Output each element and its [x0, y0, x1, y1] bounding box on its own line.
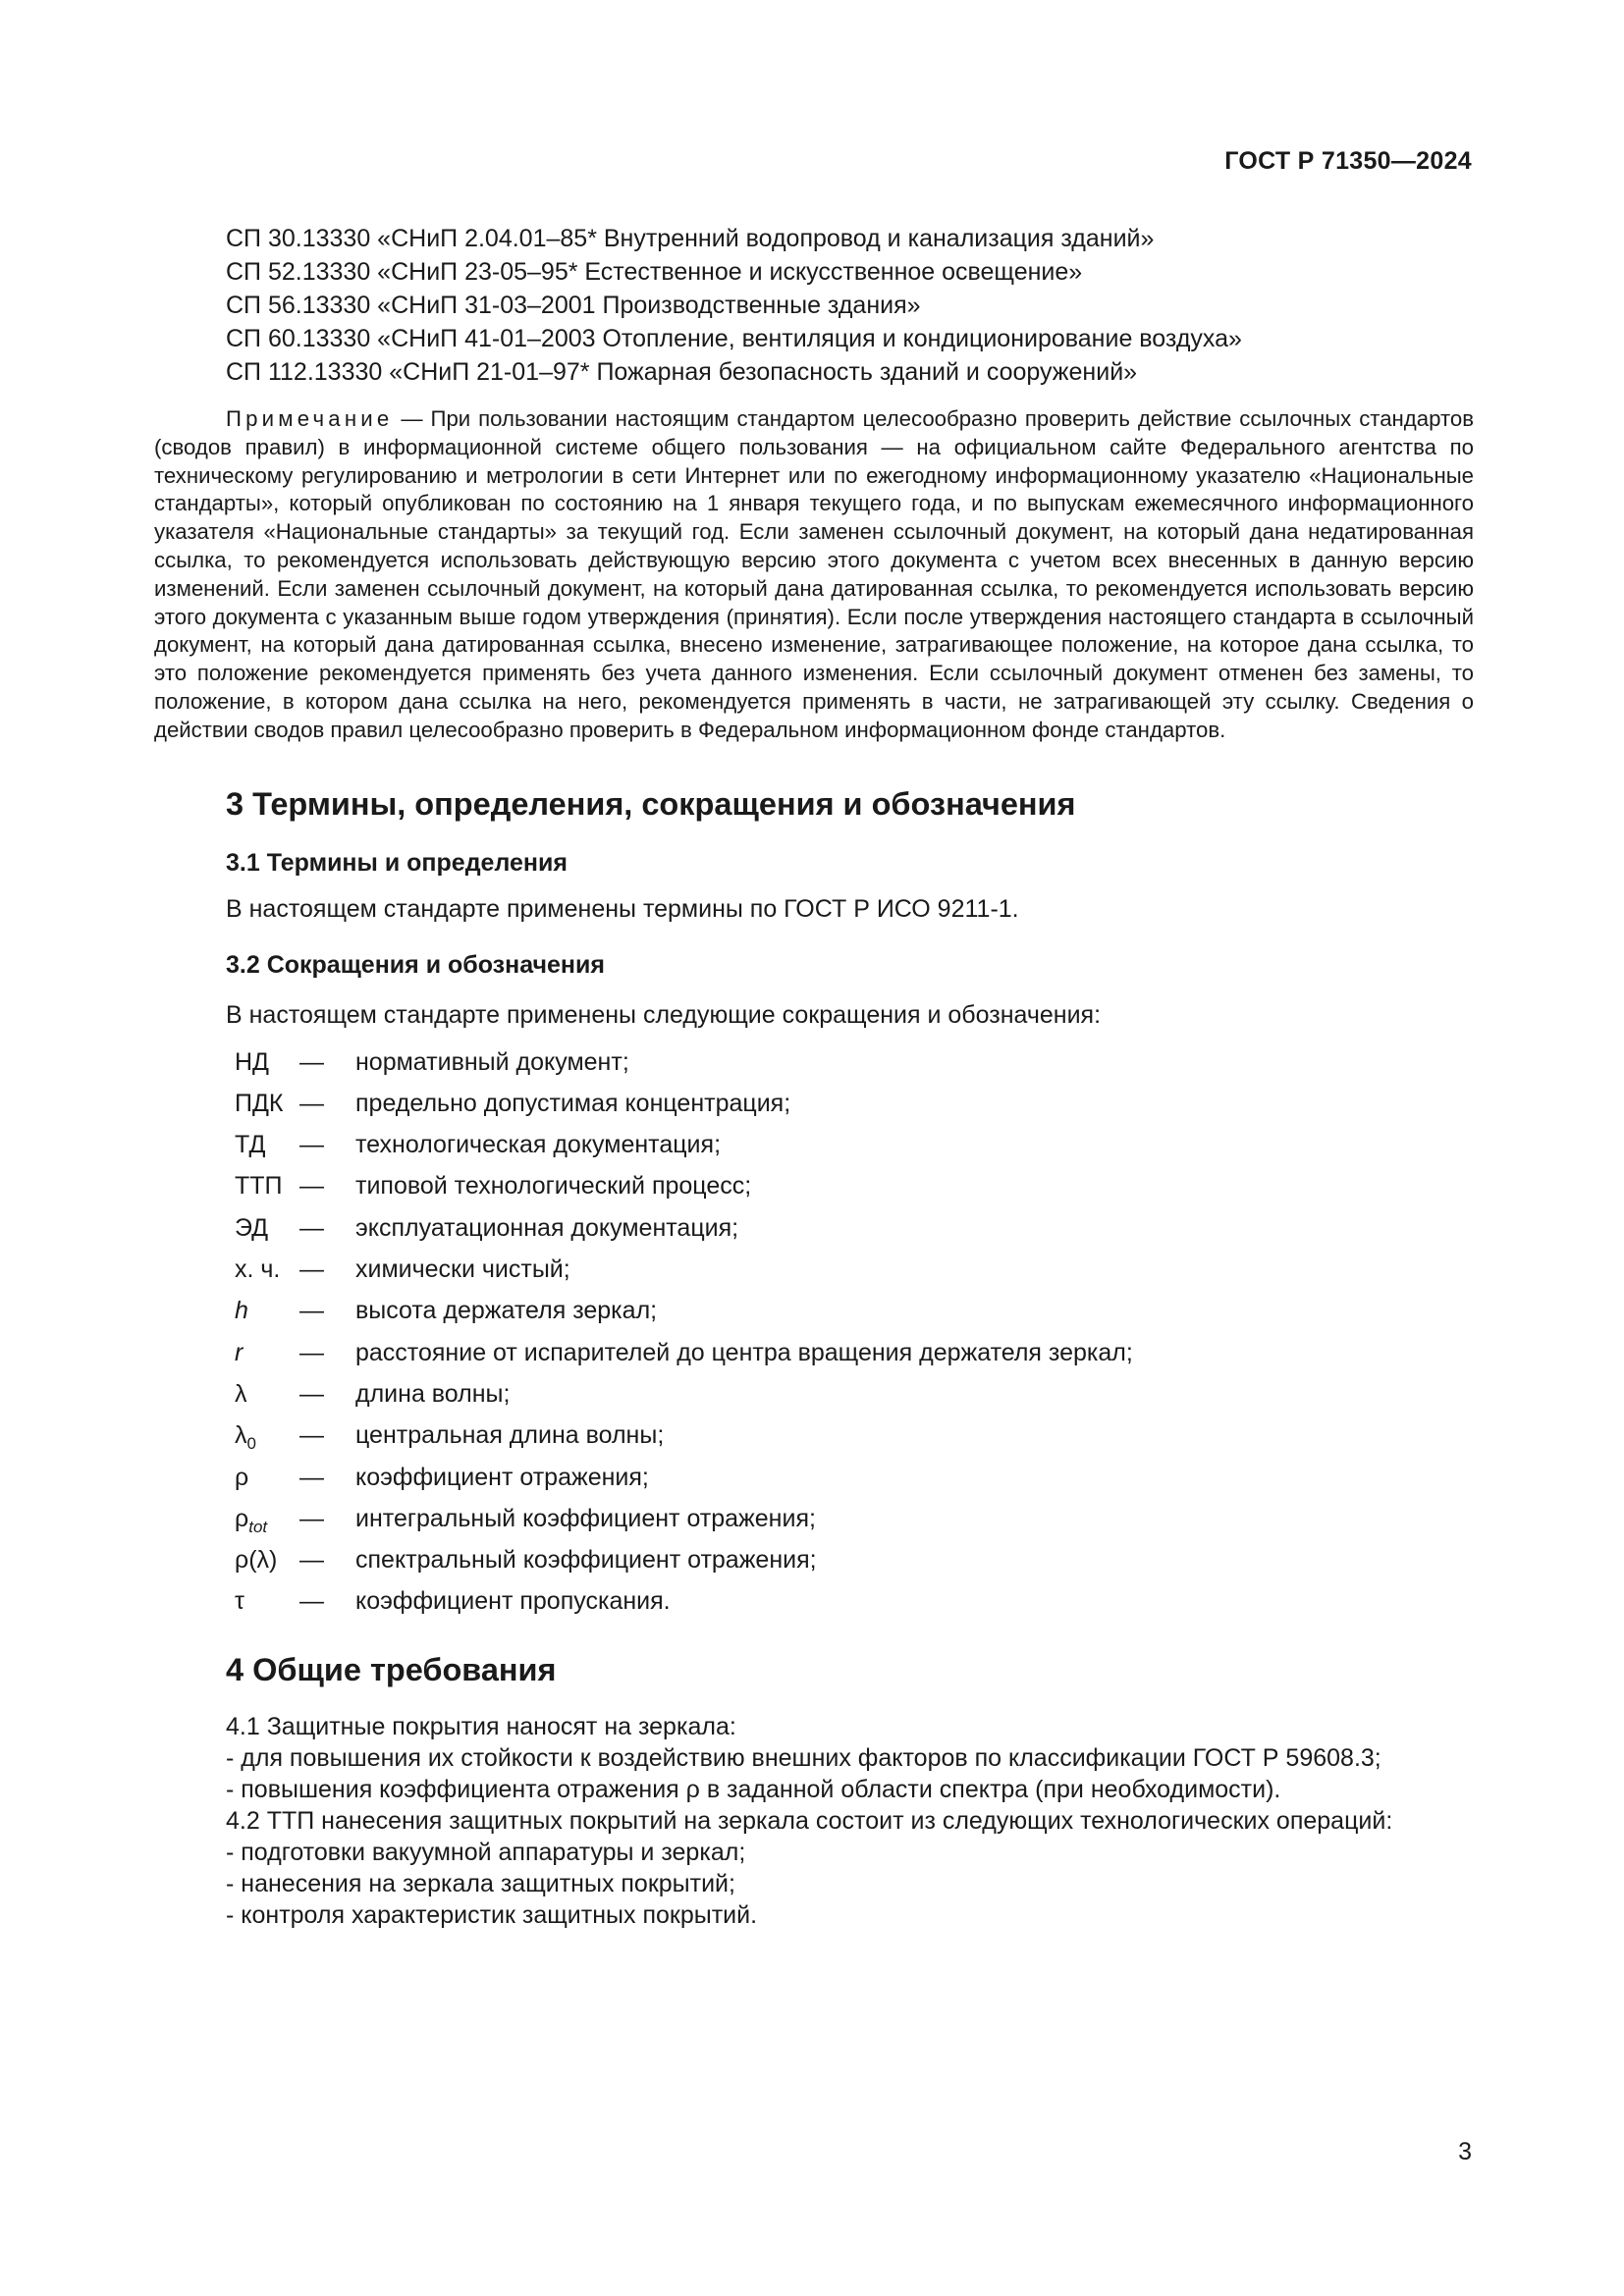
abbreviation-row [154, 1165, 1474, 1206]
symbol-subscript: tot [248, 1517, 268, 1536]
subsection-3-2-title: 3.2 Сокращения и обозначения [226, 950, 605, 979]
symbol-term: τ [235, 1587, 244, 1616]
abbreviation-row [154, 1124, 1474, 1165]
subsection-3-2-intro: В настоящем стандарте применены следующие сокращения и обозначения: [226, 1000, 1102, 1029]
abbreviation-dash: — [299, 1379, 324, 1408]
abbreviation-dash: — [299, 1172, 324, 1201]
abbreviation-definition: типовой технологический процесс; [355, 1172, 752, 1201]
reference-item: СП 56.13330 «СНиП 31-03–2001 Производственные здания» [226, 292, 921, 319]
reference-list [154, 222, 1474, 389]
reference-item: СП 52.13330 «СНиП 23-05–95* Естественное и искусственное освещение» [226, 258, 1083, 286]
abbreviation-row [154, 1290, 1474, 1331]
abbreviation-dash: — [299, 1213, 324, 1242]
subsection-3-1-text: В настоящем стандарте применены термины по ГОСТ Р ИСО 9211-1. [226, 894, 1019, 923]
abbreviation-dash: — [299, 1504, 324, 1532]
abbreviation-row [154, 1457, 1474, 1498]
abbreviation-dash: — [299, 1131, 324, 1159]
section-4-title: 4 Общие требования [226, 1651, 557, 1687]
page-content [154, 222, 1474, 1931]
abbreviation-row [154, 1207, 1474, 1249]
page-number: 3 [1458, 2138, 1472, 2165]
clause-4-2-item: - подготовки вакуумной аппаратуры и зеркал; [226, 1838, 746, 1866]
abbreviation-row [154, 1373, 1474, 1415]
abbreviation-term: ЭД [235, 1213, 269, 1242]
abbreviation-row [154, 1249, 1474, 1290]
section-3-title: 3 Термины, определения, сокращения и обозначения [226, 785, 1076, 822]
abbreviation-dash: — [299, 1421, 324, 1450]
clause-4-2-item: - нанесения на зеркала защитных покрытий; [226, 1869, 735, 1897]
abbreviation-definition: длина волны; [355, 1379, 511, 1408]
abbreviation-row [154, 1041, 1474, 1083]
abbreviation-definition: интегральный коэффициент отражения; [355, 1504, 816, 1532]
abbreviation-definition: коэффициент пропускания. [355, 1587, 671, 1616]
clause-4-1: 4.1 Защитные покрытия наносят на зеркала: [226, 1712, 736, 1740]
abbreviation-definition: нормативный документ; [355, 1047, 629, 1076]
abbreviation-dash: — [299, 1297, 324, 1325]
abbreviation-row [154, 1580, 1474, 1622]
abbreviation-dash: — [299, 1463, 324, 1491]
abbreviation-definition: технологическая документация; [355, 1131, 722, 1159]
abbreviation-definition: высота держателя зеркал; [355, 1297, 658, 1325]
abbreviation-term: ТД [235, 1131, 266, 1159]
abbreviation-row [154, 1415, 1474, 1456]
clause-4-2-item: - контроля характеристик защитных покрытий. [226, 1900, 758, 1929]
abbreviation-dash: — [299, 1255, 324, 1284]
abbreviation-term: НД [235, 1047, 269, 1076]
abbreviation-definition: спектральный коэффициент отражения; [355, 1546, 817, 1575]
abbreviation-dash: — [299, 1546, 324, 1575]
subsection-3-1-title: 3.1 Термины и определения [226, 848, 568, 877]
document-code: ГОСТ Р 71350—2024 [1224, 147, 1472, 175]
symbol-term: r [235, 1338, 244, 1366]
clause-4-1-item: - для повышения их стойкости к воздействию внешних факторов по классификации ГОСТ Р 59608.3; [226, 1743, 1381, 1772]
abbreviation-dash: — [299, 1089, 324, 1117]
abbreviation-definition: коэффициент отражения; [355, 1463, 649, 1491]
note-label: Примечание [226, 406, 394, 431]
note-text: — При пользовании настоящим стандартом целесообразно проверить действие ссылочных стандартов (сводов правил) в информационной системе общего пользования — на официальном сайте Федерального агентства по техническому регулированию и метрологии в сети Интернет или по ежегодному информационному указателю «Национальные стандарты», который опубликован по состоянию на 1 января текущего года, и по выпускам ежемесячного информационного указателя «Национальные стандарты» за текущий год. Если заменен ссылочный документ, на который дана недатированная ссылка, то рекомендуется использовать действующую версию этого документа с учетом всех внесенных в данную версию изменений. Если заменен ссылочный документ, на который дана датированная ссылка, то рекомендуется использовать версию этого документа с указанным выше годом утверждения (принятия). Если после утверждения настоящего стандарта в ссылочный документ, на который дана датированная ссылка, внесено изменение, затрагивающее положение, на которое дана ссылка, то это положение рекомендуется применять без учета данного изменения. Если ссылочный документ отменен без замены, то положение, в котором дана ссылка на него, рекомендуется применять в части, не затрагивающей эту ссылку. Сведения о действии сводов правил целесообразно проверить в Федеральном информационном фонде стандартов. [154, 406, 1474, 742]
abbreviation-definition: предельно допустимая концентрация; [355, 1089, 791, 1117]
abbreviation-list [154, 1041, 1474, 1623]
abbreviation-definition: эксплуатационная документация; [355, 1213, 739, 1242]
abbreviation-term: х. ч. [235, 1255, 281, 1284]
clause-4-1-item: - повышения коэффициента отражения ρ в заданной области спектра (при необходимости). [226, 1775, 1281, 1803]
symbol-subscript: 0 [246, 1434, 256, 1454]
reference-item: СП 112.13330 «СНиП 21-01–97* Пожарная безопасность зданий и сооружений» [226, 358, 1138, 386]
abbreviation-row [154, 1498, 1474, 1539]
abbreviation-term: ТТП [235, 1172, 283, 1201]
abbreviation-definition: расстояние от испарителей до центра вращения держателя зеркал; [355, 1338, 1133, 1366]
abbreviation-row [154, 1539, 1474, 1580]
abbreviation-definition: центральная длина волны; [355, 1421, 665, 1450]
abbreviation-row [154, 1332, 1474, 1373]
symbol-term: λ [235, 1379, 247, 1408]
reference-item: СП 30.13330 «СНиП 2.04.01–85* Внутренний водопровод и канализация зданий» [226, 225, 1155, 252]
symbol-term: ρ(λ) [235, 1546, 278, 1575]
abbreviation-term: ПДК [235, 1089, 284, 1117]
abbreviation-definition: химически чистый; [355, 1255, 570, 1284]
symbol-term: h [235, 1297, 248, 1325]
clause-4-2: 4.2 ТТП нанесения защитных покрытий на зеркала состоит из следующих технологических операций: [226, 1806, 1393, 1835]
abbreviation-dash: — [299, 1047, 324, 1076]
note-paragraph [154, 405, 1474, 745]
reference-item: СП 60.13330 «СНиП 41-01–2003 Отопление, вентиляция и кондиционирование воздуха» [226, 325, 1242, 352]
abbreviation-dash: — [299, 1587, 324, 1616]
symbol-term: ρ [235, 1463, 249, 1491]
symbol-base: ρ [235, 1504, 249, 1532]
symbol-base: λ [235, 1421, 247, 1450]
abbreviation-dash: — [299, 1338, 324, 1366]
abbreviation-row [154, 1083, 1474, 1124]
